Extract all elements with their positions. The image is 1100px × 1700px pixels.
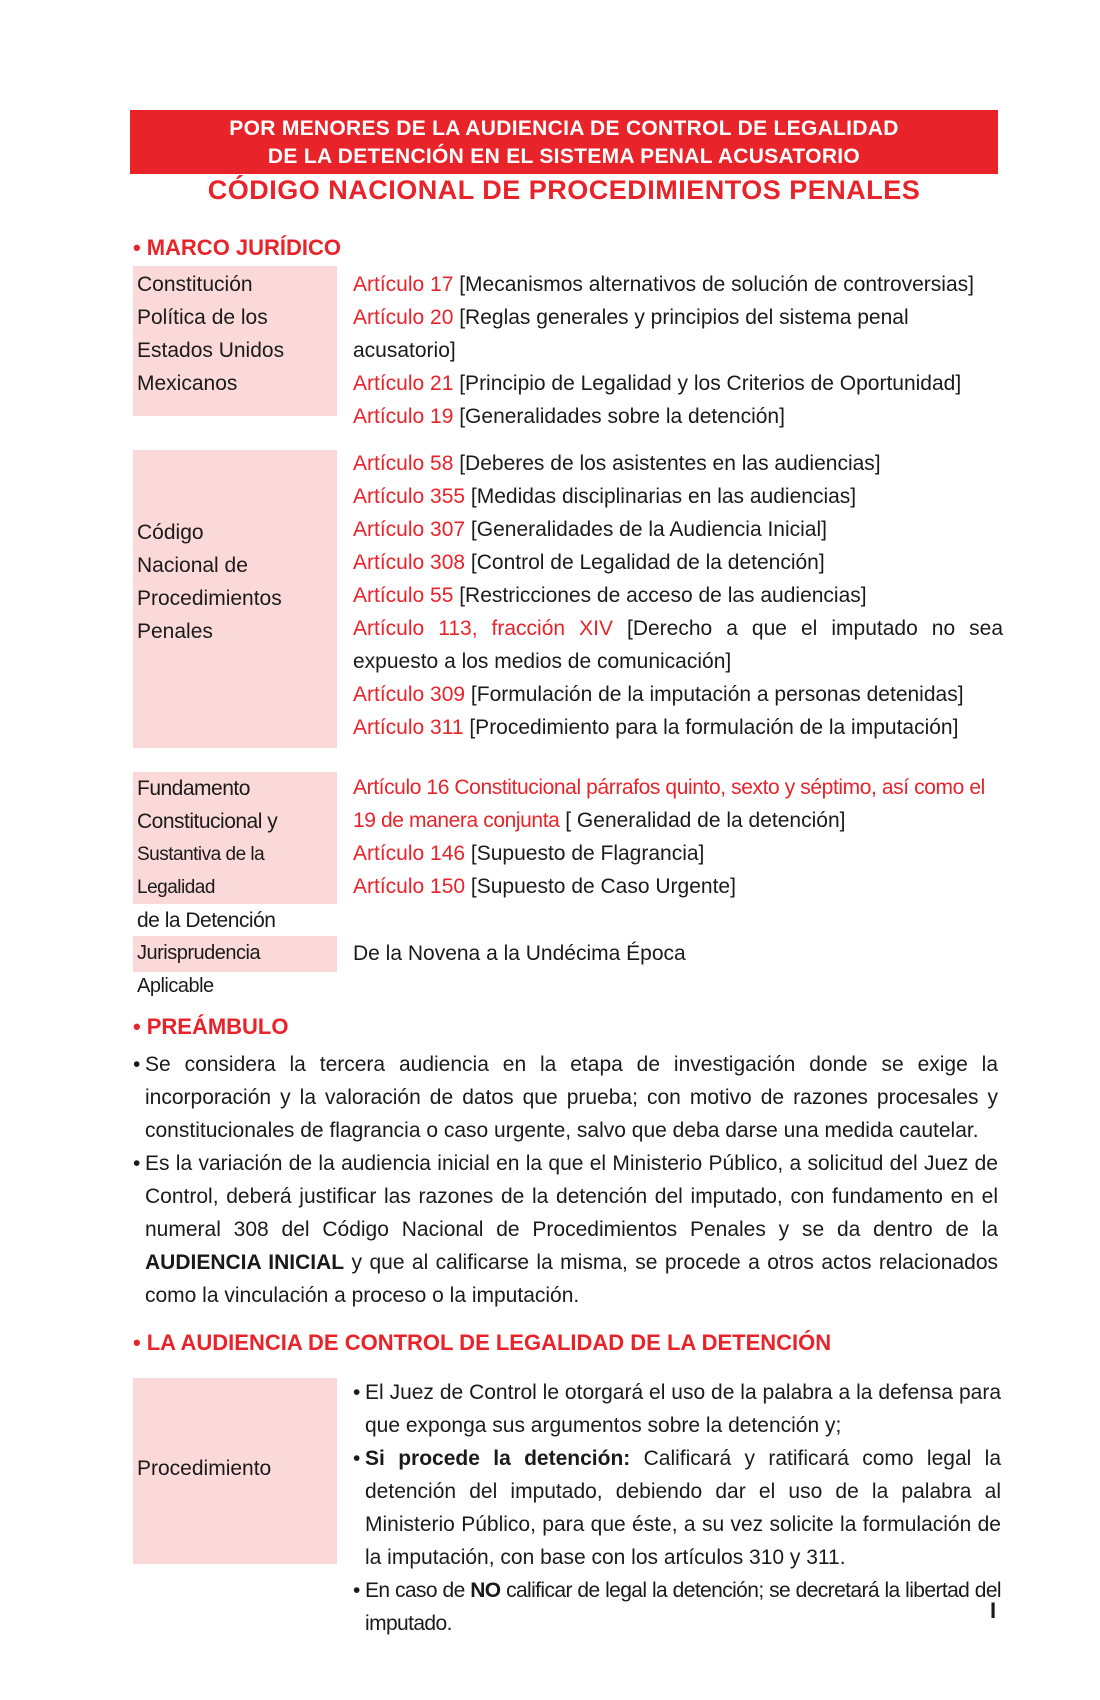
- label-line: Sustantiva de la Legalidad: [137, 844, 265, 898]
- article-row: [353, 771, 1003, 837]
- article-row: [353, 711, 1003, 744]
- article-row: [353, 513, 1003, 546]
- preambulo-list: [133, 1048, 998, 1312]
- label-line: Constitución: [137, 273, 253, 296]
- article-ref: Artículo 16 Constitucional párrafos quinto, sexto y séptimo, así como el 19 de manera conjunta: [353, 776, 985, 832]
- title-line-1: POR MENORES DE LA AUDIENCIA DE CONTROL DE LEGALIDAD: [229, 117, 899, 140]
- label-line: Estados Unidos: [137, 339, 285, 362]
- article-ref: Artículo 113, fracción XIV: [353, 617, 613, 640]
- articles-constitucion: [353, 268, 1003, 433]
- article-row: [353, 612, 1003, 678]
- paragraph-text: Calificará y ratificará como legal la detención del imputado, debiendo dar el uso de la palabra al Ministerio Público, para que éste, a su vez solicite la formulación de la imputación, con base con los artículos 310 y 311.: [365, 1447, 1001, 1569]
- procedimiento-list: [353, 1376, 1001, 1640]
- bullet-icon: •: [133, 235, 141, 260]
- article-desc: [Formulación de la imputación a personas detenidas]: [465, 683, 964, 706]
- bold-text: AUDIENCIA INICIAL: [145, 1251, 345, 1274]
- title-line-2: DE LA DETENCIÓN EN EL SISTEMA PENAL ACUSATORIO: [267, 145, 861, 168]
- bold-text: NO: [470, 1579, 501, 1602]
- article-row: [353, 400, 1003, 433]
- paragraph-text: Es la variación de la audiencia inicial en la que el Ministerio Público, a solicitud del Juez de Control, deberá justificar las razones de la detención del imputado, con fundamento en el numeral 308 del Código Nacional de Procedimientos Penales y se da dentro de la: [145, 1152, 998, 1241]
- article-desc: [ Generalidad de la detención]: [559, 809, 846, 832]
- article-desc: [Supuesto de Flagrancia]: [465, 842, 705, 865]
- article-ref: Artículo 20: [353, 306, 454, 329]
- article-ref: Artículo 55: [353, 584, 454, 607]
- article-ref: Artículo 307: [353, 518, 466, 541]
- label-line: Procedimientos: [137, 587, 282, 610]
- article-ref: Artículo 58: [353, 452, 454, 475]
- article-row: [353, 268, 1003, 301]
- list-item: • El Juez de Control le otorgará el uso de la palabra a la defensa para que exponga sus argumentos sobre la detención y;: [353, 1376, 1001, 1442]
- bold-text: Si procede la detención:: [365, 1447, 631, 1470]
- bullet-icon: •: [133, 1014, 141, 1039]
- section-heading-marco: [133, 233, 341, 263]
- article-row: [353, 367, 1003, 400]
- article-row: [353, 301, 1003, 367]
- section-heading-text: PREÁMBULO: [146, 1014, 289, 1039]
- article-ref: Artículo 308: [353, 551, 466, 574]
- article-desc: [Restricciones de acceso de las audiencias]: [453, 584, 867, 607]
- section-heading-audiencia: [133, 1328, 831, 1358]
- article-ref: Artículo 150: [353, 875, 466, 898]
- article-row: [353, 447, 1003, 480]
- paragraph-text: En caso de: [365, 1579, 471, 1602]
- label-line: Constitucional y: [137, 810, 278, 833]
- article-desc: [Supuesto de Caso Urgente]: [465, 875, 736, 898]
- article-row: [353, 546, 1003, 579]
- jurisprudencia-text: De la Novena a la Undécima Época: [353, 942, 686, 965]
- document-subtitle: CÓDIGO NACIONAL DE PROCEDIMIENTOS PENALES: [207, 175, 921, 205]
- label-fundamento: [133, 772, 337, 932]
- title-banner: [130, 110, 998, 174]
- section-heading-preambulo: [133, 1012, 288, 1042]
- article-ref: Artículo 146: [353, 842, 466, 865]
- article-desc: [Procedimiento para la formulación de la imputación]: [463, 716, 959, 739]
- section-heading-text: MARCO JURÍDICO: [146, 235, 342, 260]
- label-line: Nacional de: [137, 554, 248, 577]
- label-constitucion: [133, 266, 337, 416]
- list-item: [353, 1442, 1001, 1574]
- article-desc: [Principio de Legalidad y los Criterios de Oportunidad]: [453, 372, 962, 395]
- article-desc: [Generalidades sobre la detención]: [453, 405, 785, 428]
- paragraph-text: y que al calificarse la misma, se procede a otros actos relacionados como la vinculación a proceso o la imputación.: [145, 1251, 998, 1307]
- article-row: [353, 579, 1003, 612]
- article-row: [353, 678, 1003, 711]
- article-ref: Artículo 355: [353, 485, 466, 508]
- list-item: • Se considera la tercera audiencia en la etapa de investigación donde se exige la incorporación y la valoración de datos que prueba; con motivo de razones procesales y constitucionales de flagrancia o caso urgente, salvo que deba darse una medida cautelar.: [133, 1048, 998, 1147]
- article-row: [353, 837, 1003, 870]
- article-desc: [Deberes de los asistentes en las audiencias]: [453, 452, 881, 475]
- label-line: Fundamento: [137, 777, 250, 800]
- label-line: Penales: [137, 620, 213, 643]
- section-heading-text: LA AUDIENCIA DE CONTROL DE LEGALIDAD DE LA DETENCIÓN: [146, 1330, 832, 1355]
- paragraph-text: calificar de legal la detención; se decretará la libertad del imputado.: [365, 1579, 1001, 1635]
- article-ref: Artículo 309: [353, 683, 466, 706]
- label-line: Mexicanos: [137, 372, 238, 395]
- list-item: [133, 1147, 998, 1312]
- article-ref: Artículo 19: [353, 405, 454, 428]
- article-ref: Artículo 17: [353, 273, 454, 296]
- article-desc: [Control de Legalidad de la detención]: [465, 551, 825, 574]
- article-row: [353, 870, 1003, 903]
- jurisprudencia-value: [353, 937, 1003, 970]
- articles-fundamento: [353, 771, 1003, 903]
- page-number: I: [990, 1598, 997, 1623]
- list-item: [353, 1574, 1001, 1640]
- article-desc: [Mecanismos alternativos de solución de controversias]: [453, 273, 974, 296]
- article-desc: [Derecho a que el imputado no sea expuesto a los medios de comunicación]: [353, 617, 1004, 673]
- article-row: [353, 480, 1003, 513]
- bullet-icon: •: [133, 1330, 141, 1355]
- label-codigo: [133, 450, 337, 748]
- article-ref: Artículo 21: [353, 372, 454, 395]
- label-line: Código: [137, 521, 204, 544]
- article-desc: [Reglas generales y principios del sistema penal acusatorio]: [353, 306, 909, 362]
- article-desc: [Medidas disciplinarias en las audiencias]: [465, 485, 857, 508]
- label-jurisprudencia: Jurisprudencia Aplicable: [133, 936, 337, 972]
- articles-codigo: [353, 447, 1003, 744]
- article-ref: Artículo 311: [353, 716, 464, 739]
- label-procedimiento: Procedimiento: [133, 1378, 337, 1564]
- article-desc: [Generalidades de la Audiencia Inicial]: [465, 518, 827, 541]
- label-line: de la Detención: [137, 909, 276, 932]
- label-line: Política de los: [137, 306, 268, 329]
